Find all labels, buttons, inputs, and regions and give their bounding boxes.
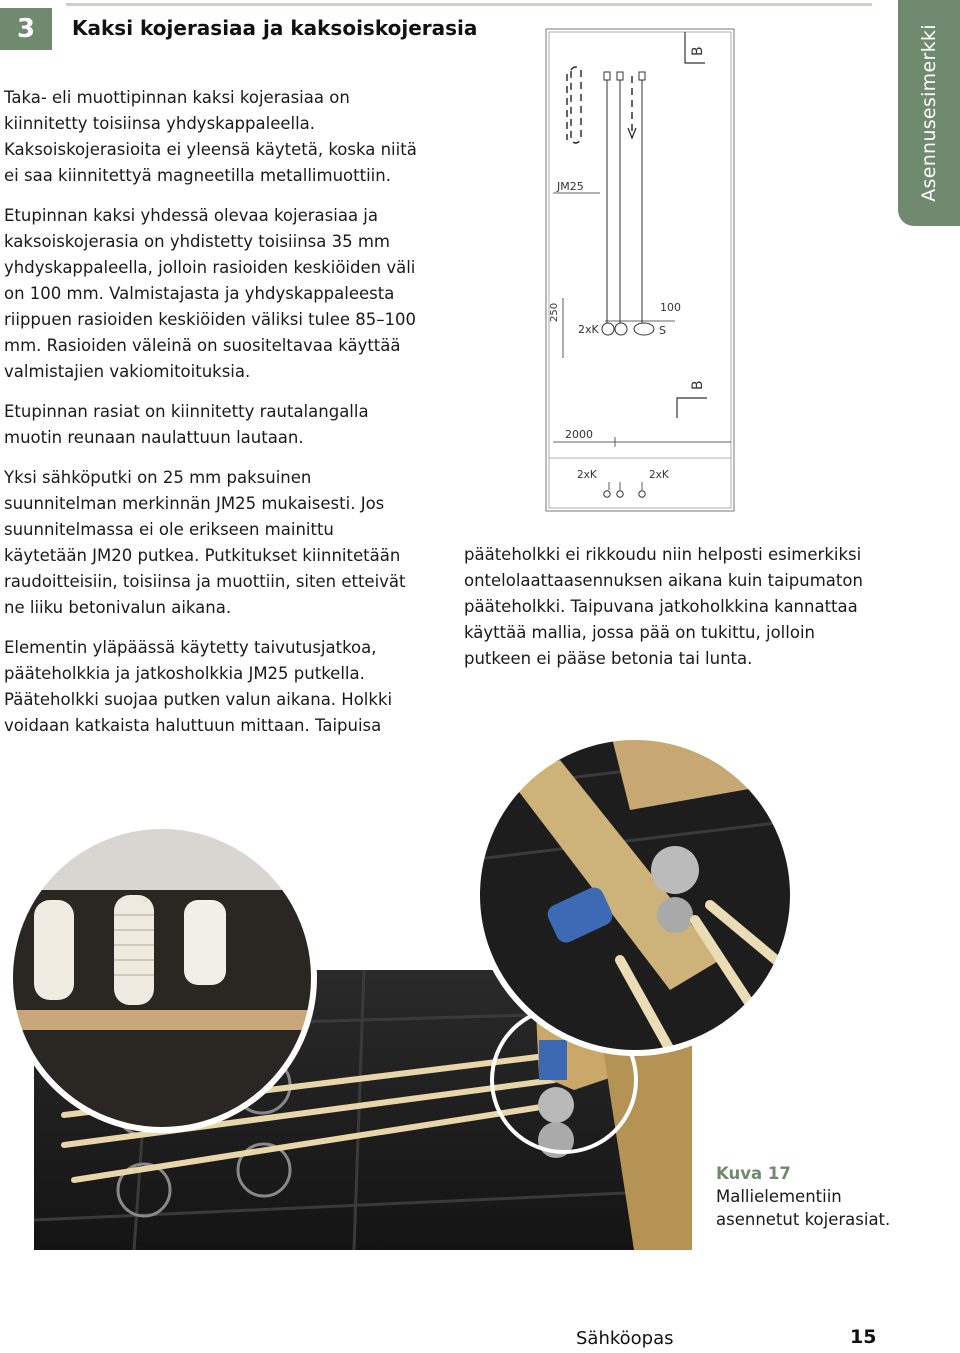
paragraph: Yksi sähköputki on 25 mm paksuinen suunnitelman merkinnän JM25 mukaisesti. Jos suunnitelmassa ei ole erikseen mainittu käytetään JM20 putkea. Putkitukset kiinnitetään raudoitteisiin, toisiinsa ja muottiin, siten etteivät ne liiku betonivalun aikana. xyxy=(4,468,406,617)
paragraph: Taka- eli muottipinnan kaksi kojerasiaa on kiinnitetty toisiinsa yhdyskappaleella. Kaksoiskojerasioita ei yleensä käytetä, koska niitä ei saa kiinnitettyä magneetilla metallimuottiin. xyxy=(4,88,417,185)
section-side-tab xyxy=(898,0,960,226)
page-title: Kaksi kojerasiaa ja kaksoiskojerasia xyxy=(72,16,478,40)
drawing-label-2000: 2000 xyxy=(565,428,593,441)
inset-photo-end-caps xyxy=(4,820,320,1136)
side-tab-label: Asennusesimerkki xyxy=(918,24,940,202)
drawing-label-250: 250 xyxy=(549,302,560,322)
drawing-label-b-top: B xyxy=(690,46,706,56)
figure-number: Kuva 17 xyxy=(716,1164,791,1183)
body-column-right xyxy=(464,542,878,672)
drawing-label-2xk-mid: 2xK xyxy=(578,323,599,336)
drawing-label-100: 100 xyxy=(660,301,681,314)
installation-drawing xyxy=(545,28,735,512)
paragraph: pääteholkki ei rikkoudu niin helposti esimerkiksi ontelolaattaasennuksen aikana kuin taipumaton pääteholkki. Taipuvana jatkoholkkina kannattaa käyttää mallia, jossa pää on tukittu, jolloin putkeen ei pääse betonia tai lunta. xyxy=(464,545,863,668)
chapter-number-badge xyxy=(0,8,52,50)
body-column-left xyxy=(4,85,418,753)
chapter-number: 3 xyxy=(16,14,36,44)
drawing-label-b-mid: B xyxy=(690,380,706,390)
drawing-label-jm25: JM25 xyxy=(557,180,584,193)
paragraph: Etupinnan kaksi yhdessä olevaa kojerasiaa ja kaksoiskojerasia on yhdistetty toisiinsa 35 mm yhdyskappaleella, jolloin rasioiden keskiöiden väli on 100 mm. Valmistajasta ja yhdyskappaleesta riippuen rasioiden keskiöiden väliksi tulee 85–100 mm. Rasioiden väleinä on suositeltavaa käyttää valmistajien vakiomitoituksia. xyxy=(4,206,416,381)
drawing-label-s: S xyxy=(659,324,666,337)
footer-publication-title: Sähköopas xyxy=(576,1328,674,1349)
drawing-label-2xk-bottom-right: 2xK xyxy=(649,469,669,481)
paragraph: Elementin yläpäässä käytetty taivutusjatkoa, pääteholkkia ja jatkosholkkia JM25 putkella. Pääteholkki suojaa putken valun aikana. Holkki voidaan katkaista haluttuun mittaan. Taipuisa xyxy=(4,638,393,735)
paragraph: Etupinnan rasiat on kiinnitetty rautalangalla muotin reunaan naulattuun lautaan. xyxy=(4,402,369,447)
page-number: 15 xyxy=(850,1326,877,1348)
drawing-label-2xk-bottom-left: 2xK xyxy=(577,469,597,481)
inset-photo-boxes xyxy=(470,730,800,1060)
figure-caption xyxy=(716,1162,916,1231)
header-rule xyxy=(66,3,872,6)
figure-caption-text: Mallielementiin asennetut kojerasiat. xyxy=(716,1187,891,1229)
